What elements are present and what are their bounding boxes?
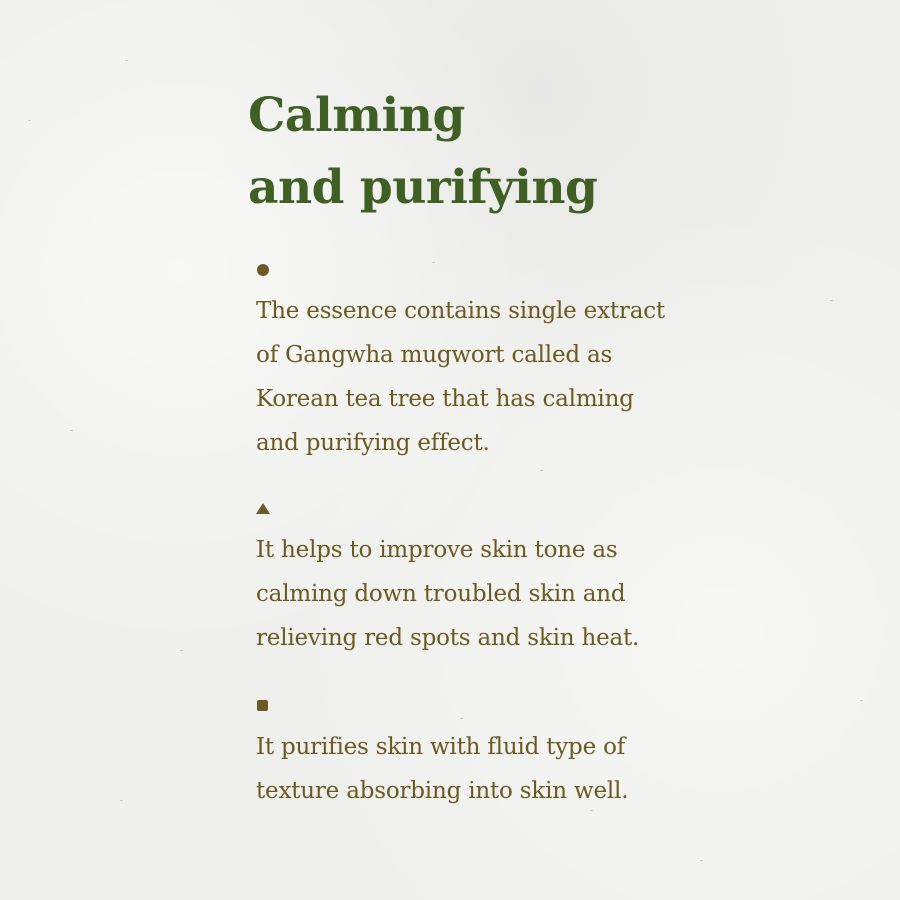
benefit-text-line: texture absorbing into skin well.: [256, 778, 629, 804]
benefit-text-line: Korean tea tree that has calming: [256, 386, 634, 412]
circle-bullet-icon: [256, 263, 270, 277]
square-bullet-icon: [256, 699, 270, 713]
benefit-text-line: relieving red spots and skin heat.: [256, 625, 640, 651]
benefit-point-3: [256, 699, 726, 813]
paper-speck: [120, 800, 123, 801]
benefit-text-line: and purifying effect.: [256, 430, 490, 456]
feature-description: [248, 80, 768, 224]
paper-speck: [700, 860, 703, 861]
title-line-2: and purifying: [248, 160, 598, 215]
paper-speck: [125, 60, 128, 61]
paper-speck: [860, 700, 863, 701]
benefit-text-line: The essence contains single extract: [256, 298, 665, 324]
page-title: [248, 80, 768, 224]
paper-speck: [28, 120, 31, 121]
triangle-bullet-icon: [256, 502, 270, 516]
paper-speck: [540, 470, 543, 471]
benefit-point-1: [256, 263, 726, 465]
benefit-text-line: of Gangwha mugwort called as: [256, 342, 613, 368]
paper-speck: [830, 300, 833, 301]
title-line-1: Calming: [248, 88, 465, 143]
paper-speck: [70, 430, 73, 431]
benefit-text: [256, 289, 726, 465]
benefit-point-2: [256, 502, 726, 660]
benefit-text: [256, 725, 726, 813]
benefit-text-line: calming down troubled skin and: [256, 581, 626, 607]
benefit-text-line: It helps to improve skin tone as: [256, 537, 618, 563]
benefit-text-line: It purifies skin with fluid type of: [256, 734, 626, 760]
benefit-text: [256, 528, 726, 660]
paper-speck: [180, 650, 183, 651]
